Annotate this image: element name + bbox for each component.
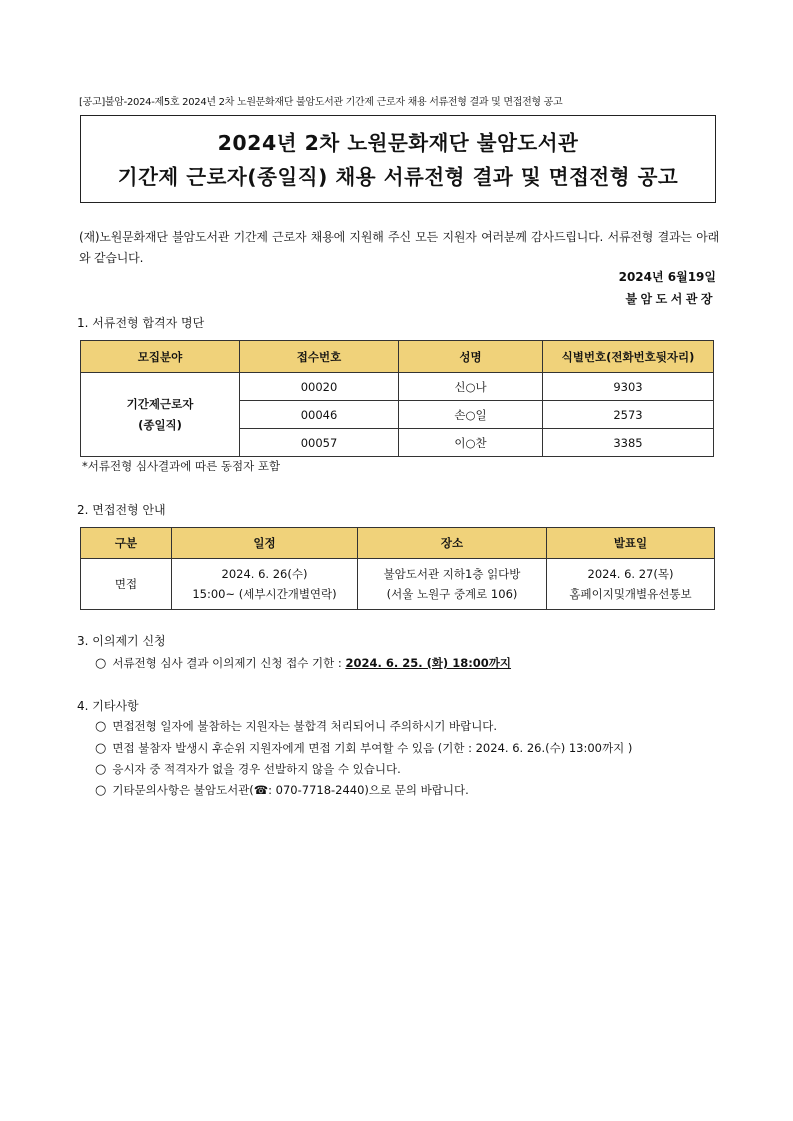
table-header-row	[81, 341, 714, 373]
column-header: 접수번호	[240, 341, 399, 373]
list-item-text: 면접 불참자 발생시 후순위 지원자에게 면접 기회 부여할 수 있음 (기한 : 2024. 6. 26.(수) 13:00까지 )	[112, 741, 633, 755]
schedule-line-2: 15:00~ (세부시간개별연락)	[192, 587, 337, 601]
objection-text: 서류전형 심사 결과 이의제기 신청 접수 기한 :	[112, 656, 346, 670]
id-cell: 3385	[543, 429, 714, 457]
section-1-heading: 1. 서류전형 합격자 명단	[77, 316, 205, 330]
recruit-field-line-1: 기간제근로자	[126, 396, 194, 411]
circle-bullet-icon: ○	[95, 783, 107, 798]
place-line-1: 불암도서관 지하1층 읽다방	[383, 567, 521, 581]
applicant-table	[80, 340, 714, 457]
interview-type-cell: 면접	[81, 559, 172, 610]
title-box	[80, 115, 716, 203]
name-cell: 손○일	[399, 401, 543, 429]
document-number: [공고]불암-2024-제5호 2024년 2차 노원문화재단 불암도서관 기간제 근로자 채용 서류전형 결과 및 면접전형 공고	[79, 97, 563, 108]
table-row	[81, 373, 714, 401]
name-cell: 이○찬	[399, 429, 543, 457]
title-line-2: 기간제 근로자(종일직) 채용 서류전형 결과 및 면접전형 공고	[117, 165, 679, 189]
list-item-text: 기타문의사항은 불암도서관(☎: 070-7718-2440)으로 문의 바랍니다.	[112, 783, 469, 797]
recruit-field-line-2: (종일직)	[138, 417, 182, 432]
column-header: 식별번호(전화번호뒷자리)	[543, 341, 714, 373]
list-item	[95, 782, 469, 798]
column-header: 발표일	[547, 528, 715, 559]
announce-line-1: 2024. 6. 27(목)	[587, 567, 674, 581]
column-header: 장소	[358, 528, 547, 559]
list-item	[95, 740, 632, 756]
announcement-date: 2024년 6월19일	[618, 270, 716, 284]
name-cell: 신○나	[399, 373, 543, 401]
objection-deadline: 2024. 6. 25. (화) 18:00까지	[345, 656, 512, 670]
intro-paragraph: (재)노원문화재단 불암도서관 기간제 근로자 채용에 지원해 주신 모든 지원자 여러분께 감사드립니다. 서류전형 결과는 아래와 같습니다.	[79, 230, 719, 265]
section-2-heading: 2. 면접전형 안내	[77, 503, 166, 517]
circle-bullet-icon: ○	[95, 741, 107, 756]
column-header: 구분	[81, 528, 172, 559]
signer: 불암도서관장	[625, 292, 716, 306]
list-item	[95, 718, 497, 734]
circle-bullet-icon: ○	[95, 762, 107, 777]
circle-bullet-icon: ○	[95, 719, 107, 734]
receipt-number-cell: 00046	[240, 401, 399, 429]
announce-cell	[547, 559, 715, 610]
column-header: 성명	[399, 341, 543, 373]
tie-note: *서류전형 심사결과에 따른 동점자 포함	[82, 459, 281, 473]
schedule-cell	[172, 559, 358, 610]
interview-table	[80, 527, 715, 610]
schedule-line-1: 2024. 6. 26(수)	[221, 567, 308, 581]
place-cell	[358, 559, 547, 610]
section-4-heading: 4. 기타사항	[77, 699, 139, 713]
announce-line-2: 홈페이지및개별유선통보	[569, 587, 692, 601]
section-3-heading: 3. 이의제기 신청	[77, 634, 166, 648]
receipt-number-cell: 00057	[240, 429, 399, 457]
table-header-row	[81, 528, 715, 559]
title-line-1: 2024년 2차 노원문화재단 불암도서관	[217, 131, 579, 155]
column-header: 모집분야	[81, 341, 240, 373]
place-line-2: (서울 노원구 중계로 106)	[386, 587, 518, 601]
objection-item	[95, 655, 511, 671]
table-row	[81, 559, 715, 610]
list-item	[95, 761, 401, 777]
receipt-number-cell: 00020	[240, 373, 399, 401]
recruit-field-cell	[81, 373, 240, 457]
id-cell: 2573	[543, 401, 714, 429]
list-item-text: 면접전형 일자에 불참하는 지원자는 불합격 처리되어니 주의하시기 바랍니다.	[112, 719, 498, 733]
circle-bullet-icon: ○	[95, 656, 107, 671]
column-header: 일정	[172, 528, 358, 559]
id-cell: 9303	[543, 373, 714, 401]
list-item-text: 응시자 중 적격자가 없을 경우 선발하지 않을 수 있습니다.	[112, 762, 401, 776]
